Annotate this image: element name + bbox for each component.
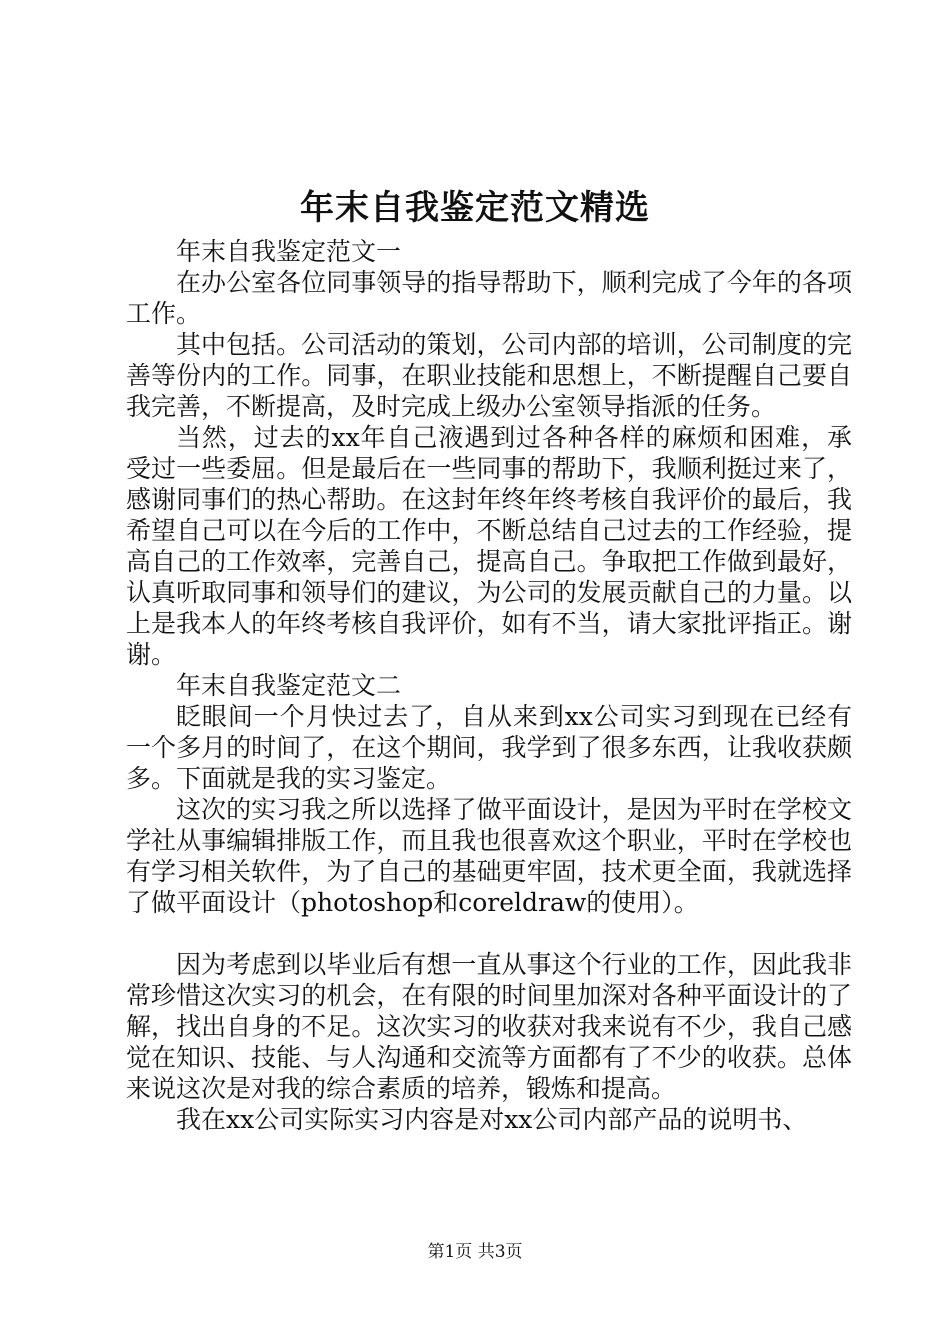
document-body bbox=[126, 236, 852, 1135]
paragraph: 其中包括。公司活动的策划，公司内部的培训，公司制度的完善等份内的工作。同事，在职业技能和思想上，不断提醒自己要自我完善，不断提高，及时完成上级办公室领导指派的任务。 bbox=[126, 330, 852, 421]
paragraph: 在办公室各位同事领导的指导帮助下，顺利完成了今年的各项工作。 bbox=[126, 268, 852, 328]
paragraph: 我在xx公司实际实习内容是对xx公司内部产品的说明书、 bbox=[176, 1105, 808, 1134]
paragraph: 因为考虑到以毕业后有想一直从事这个行业的工作，因此我非常珍惜这次实习的机会，在有限的时间里加深对各种平面设计的了解，找出自身的不足。这次实习的收获对我来说有不少，我自己感觉在知识、技能、与人沟通和交流等方面都有了不少的收获。总体来说这次是对我的综合素质的培养，锻炼和提高。 bbox=[126, 950, 852, 1103]
paragraph: 这次的实习我之所以选择了做平面设计，是因为平时在学校文学社从事编辑排版工作，而且我也很喜欢这个职业，平时在学校也有学习相关软件，为了自己的基础更牢固，技术更全面，我就选择了做平面设计（photoshop和coreldraw的使用）。 bbox=[126, 795, 852, 917]
blank-line bbox=[126, 918, 852, 949]
paragraph: 眨眼间一个月快过去了，自从来到xx公司实习到现在已经有一个多月的时间了，在这个期间，我学到了很多东西，让我收获颇多。下面就是我的实习鉴定。 bbox=[126, 702, 852, 793]
section-heading-1: 年末自我鉴定范文一 bbox=[176, 237, 402, 266]
section-heading-2: 年末自我鉴定范文二 bbox=[176, 671, 402, 700]
page-footer: 第1页 共3页 bbox=[427, 1242, 523, 1262]
document-title: 年末自我鉴定范文精选 bbox=[300, 188, 650, 228]
paragraph: 当然，过去的xx年自己液遇到过各种各样的麻烦和困难，承受过一些委屈。但是最后在一些同事的帮助下，我顺利挺过来了，感谢同事们的热心帮助。在这封年终年终考核自我评价的最后，我希望自己可以在今后的工作中，不断总结自己过去的工作经验，提高自己的工作效率，完善自己，提高自己。争取把工作做到最好，认真听取同事和领导们的建议，为公司的发展贡献自己的力量。以上是我本人的年终考核自我评价，如有不当，请大家批评指正。谢谢。 bbox=[126, 423, 852, 669]
